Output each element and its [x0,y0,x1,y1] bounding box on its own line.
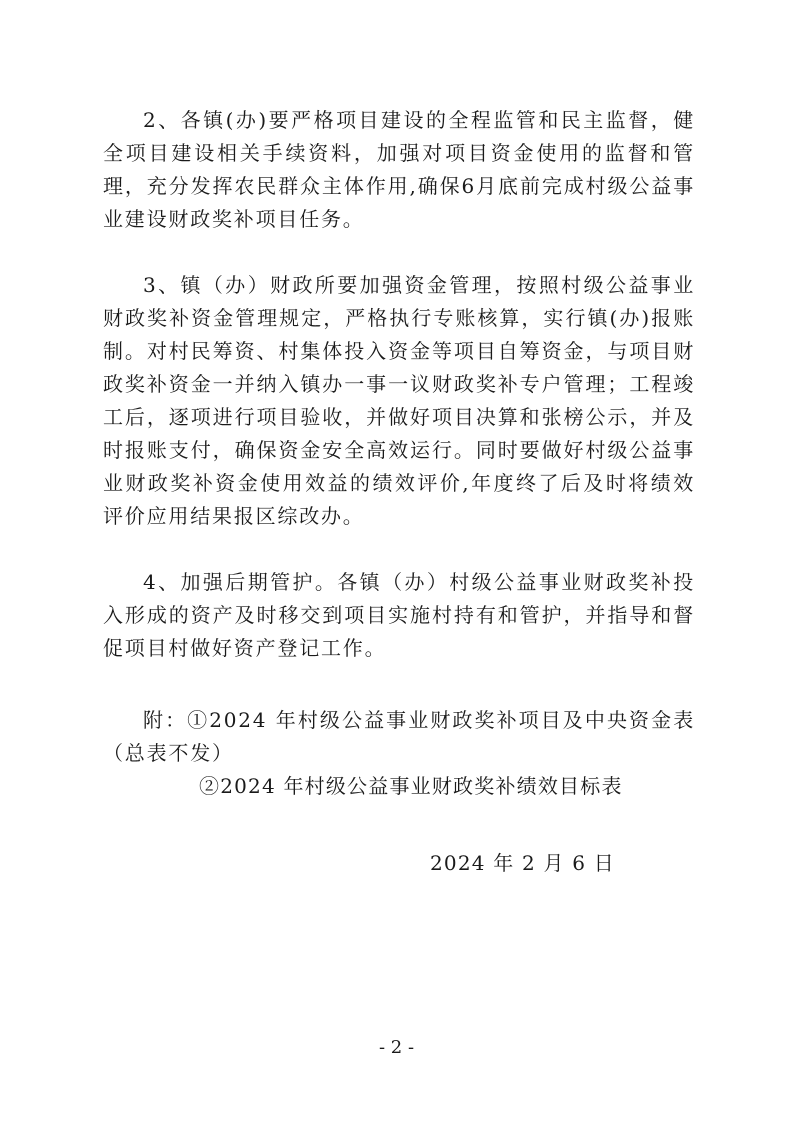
attachment-item-2: ②2024 年村级公益事业财政奖补绩效目标表 [199,774,623,798]
document-date: 2024 年 2 月 6 日 [430,851,615,875]
paragraph-item-4: 4、加强后期管护。各镇（办）村级公益事业财政奖补投入形成的资产及时移交到项目实施村持有和管护，并指导和督促项目村做好资产登记工作。 [103,570,695,660]
paragraph-item-2: 2、各镇(办)要严格项目建设的全程监管和民主监督，健全项目建设相关手续资料，加强对项目资金使用的监督和管理，充分发挥农民群众主体作用,确保6月底前完成村级公益事业建设财政奖补项目任务。 [103,108,695,231]
paragraph-item-3: 3、镇（办）财政所要加强资金管理，按照村级公益事业财政奖补资金管理规定，严格执行专账核算，实行镇(办)报账制。对村民筹资、村集体投入资金等项目自筹资金，与项目财政奖补资金一并纳入镇办一事一议财政奖补专户管理；工程竣工后，逐项进行项目验收，并做好项目决算和张榜公示，并及时报账支付，确保资金安全高效运行。同时要做好村级公益事业财政奖补资金使用效益的绩效评价,年度终了后及时将绩效评价应用结果报区综改办。 [103,273,695,528]
page-number: - 2 - [378,1037,415,1058]
attachment-list: 附：①2024 年村级公益事业财政奖补项目及中央资金表（总表不发） [103,708,695,765]
